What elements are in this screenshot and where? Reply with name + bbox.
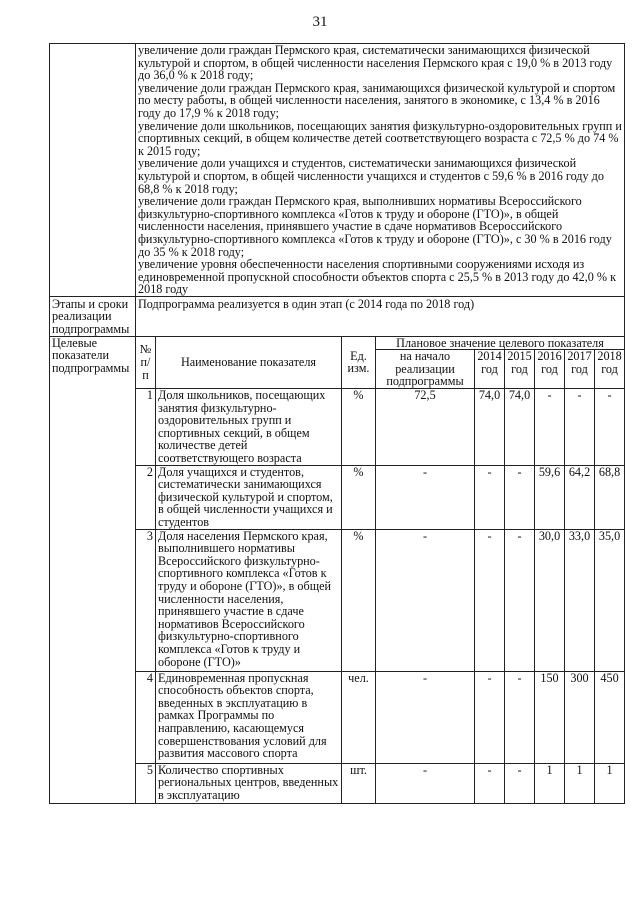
table-row: [50, 763, 625, 803]
row-2015: -: [505, 465, 535, 529]
row-2018: 68,8: [595, 465, 625, 529]
row-num: 5: [136, 763, 156, 803]
row-num: 3: [136, 529, 156, 671]
header-2017: 2017 год: [565, 350, 595, 389]
row-2018: 450: [595, 671, 625, 763]
stages-row: [50, 296, 625, 336]
row-2015: -: [505, 763, 535, 803]
row-start: -: [376, 529, 475, 671]
header-planned: Плановое значение целевого показателя: [376, 336, 625, 350]
row-start: -: [376, 763, 475, 803]
row-2014: -: [475, 465, 505, 529]
row-unit: чел.: [342, 671, 376, 763]
row-name: Доля учащихся и студентов, систематически занимающихся физической культурой и спортом, в общей численности учащихся и студентов: [156, 465, 342, 529]
goal-item: увеличение доли граждан Пермского края, выполнивших нормативы Всероссийского физкультурно-спортивного комплекса «Готов к труду и обороне (ГТО)», в общей численности населения, принявшего участие в сдаче нормативов Всероссийского физкультурно-спортивного комплекса «Готов к труду и обороне (ГТО)», с 30 % в 2016 году до 35 % к 2018 году;: [138, 194, 612, 259]
row-2017: 1: [565, 763, 595, 803]
goal-item: увеличение доли граждан Пермского края, занимающихся физической культурой и спортом по месту работы, в общей численности населения, занятого в экономике, с 13,4 % в 2016 году до 17,9 % к 2018 году;: [138, 80, 616, 120]
row-unit: %: [342, 389, 376, 466]
row-2014: -: [475, 671, 505, 763]
subprogram-passport-table: [49, 43, 625, 804]
header-2014: 2014 год: [475, 350, 505, 389]
goal-item: увеличение уровня обеспеченности населения спортивными сооружениями исходя из единовременной пропускной способности объектов спорта с 25,5 % в 2013 году до 42,0 % к 2018 году: [138, 257, 617, 297]
row-start: -: [376, 671, 475, 763]
goal-item: увеличение доли граждан Пермского края, систематически занимающихся физической культурой и спортом, в общей численности населения Пермского края с 19,0 % в 2013 году до 36,0 % к 2018 году;: [138, 43, 613, 83]
stages-text: Подпрограмма реализуется в один этап (с 2014 года по 2018 год): [136, 296, 625, 336]
row-2016: -: [535, 389, 565, 466]
row-2018: 35,0: [595, 529, 625, 671]
row-2016: 59,6: [535, 465, 565, 529]
header-unit: Ед. изм.: [342, 336, 376, 388]
header-2015: 2015 год: [505, 350, 535, 389]
row-unit: %: [342, 529, 376, 671]
table-row: [50, 671, 625, 763]
goals-row: [50, 44, 625, 297]
header-num: № п/п: [136, 336, 156, 388]
header-start: на начало реализации подпрограммы: [376, 350, 475, 389]
table-row: [50, 465, 625, 529]
row-2017: 33,0: [565, 529, 595, 671]
page-number: 31: [312, 14, 328, 30]
table-row: [50, 389, 625, 466]
goal-item: увеличение доли школьников, посещающих занятия физкультурно-оздоровительных групп и спортивных секций, в общем количестве детей соответствующего возраста с 72,5 % до 74 % к 2015 году;: [138, 118, 622, 158]
table-row: [50, 529, 625, 671]
row-2016: 30,0: [535, 529, 565, 671]
row-unit: шт.: [342, 763, 376, 803]
row-2018: 1: [595, 763, 625, 803]
header-2018: 2018 год: [595, 350, 625, 389]
row-2018: -: [595, 389, 625, 466]
row-name: Единовременная пропускная способность объектов спорта, введенных в эксплуатацию в рамках Программы по направлению, касающемуся совершенствования условий для развития массового спорта: [156, 671, 342, 763]
row-name: Количество спортивных региональных центров, введенных в эксплуатацию: [156, 763, 342, 803]
row-2014: -: [475, 529, 505, 671]
row-2015: -: [505, 529, 535, 671]
row-2016: 1: [535, 763, 565, 803]
header-2016: 2016 год: [535, 350, 565, 389]
indicators-header-row: [50, 336, 625, 350]
row-num: 2: [136, 465, 156, 529]
row-2015: 74,0: [505, 389, 535, 466]
row-2014: -: [475, 763, 505, 803]
goals-label-cell: [50, 44, 136, 297]
row-start: -: [376, 465, 475, 529]
goal-item: увеличение доли учащихся и студентов, систематически занимающихся физической культурой и спортом, в общей численности учащихся и студентов с 59,6 % в 2016 году до 68,8 % к 2018 году;: [138, 156, 604, 196]
row-2014: 74,0: [475, 389, 505, 466]
row-num: 4: [136, 671, 156, 763]
row-num: 1: [136, 389, 156, 466]
row-name: Доля населения Пермского края, выполнившего нормативы Всероссийского физкультурно-спортивного комплекса «Готов к труду и обороне (ГТО)», в общей численности населения, принявшего участие в сдаче нормативов Всероссийского физкультурно-спортивного комплекса «Готов к труду и обороне (ГТО)»: [156, 529, 342, 671]
row-2015: -: [505, 671, 535, 763]
row-name: Доля школьников, посещающих занятия физкультурно-оздоровительных групп и спортивных секций, в общем количестве детей соответствующего возраста: [156, 389, 342, 466]
row-2016: 150: [535, 671, 565, 763]
row-start: 72,5: [376, 389, 475, 466]
row-2017: 300: [565, 671, 595, 763]
row-2017: 64,2: [565, 465, 595, 529]
indicators-label: Целевые показатели подпрограммы: [50, 336, 136, 803]
row-2017: -: [565, 389, 595, 466]
stages-label: Этапы и сроки реализации подпрограммы: [50, 296, 136, 336]
goals-cell: [136, 44, 625, 297]
row-unit: %: [342, 465, 376, 529]
header-name: Наименование показателя: [156, 336, 342, 388]
